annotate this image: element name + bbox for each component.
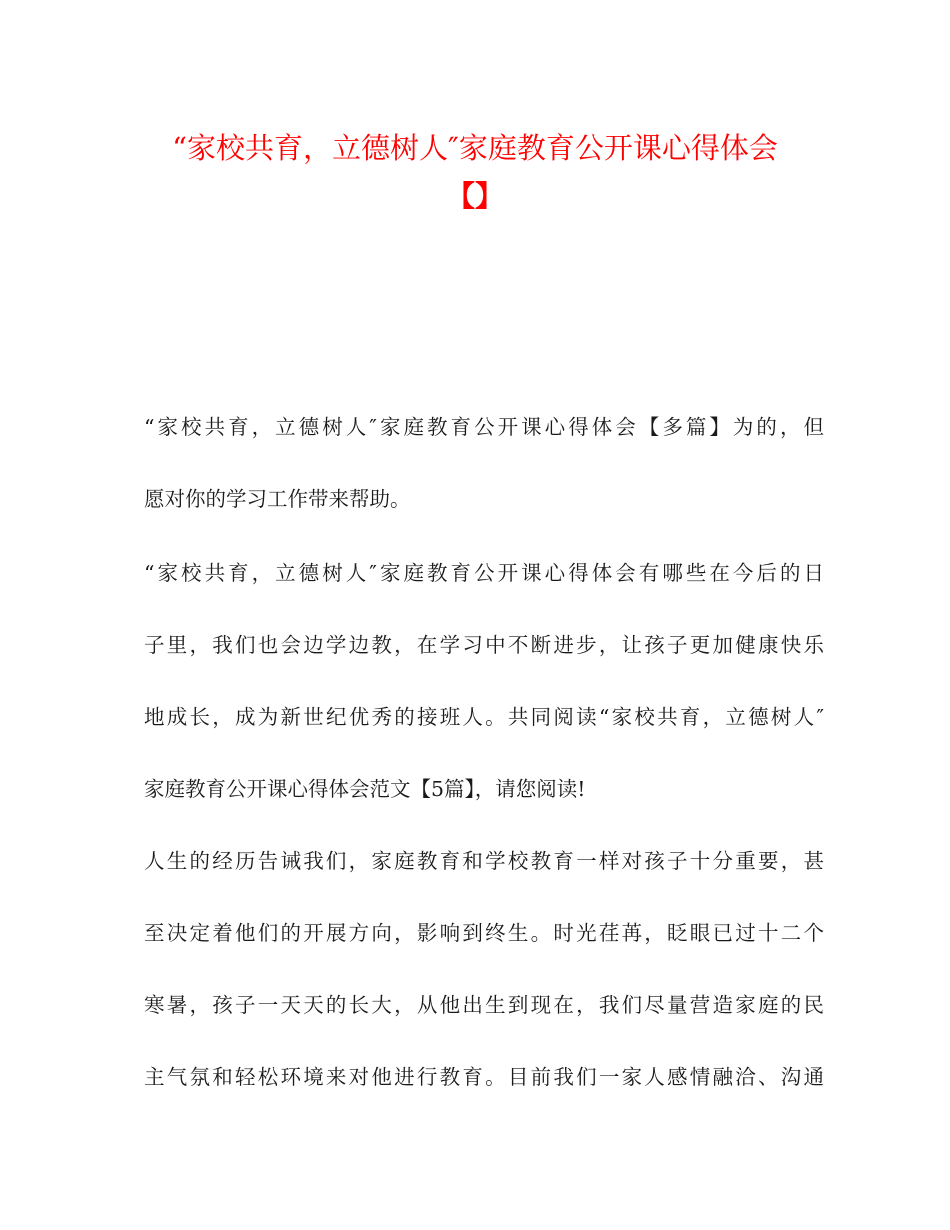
paragraph-3-line-4: 主气氛和轻松环境来对他进行教育。目前我们一家人感情融洽、沟通 [144,1065,824,1089]
document-title-brackets: 【】 [445,179,504,213]
paragraph-3-line-2: 至决定着他们的开展方向，影响到终生。时光荏苒，眨眼已过十二个 [144,921,824,945]
paragraph-2-line-3: 地成长，成为新世纪优秀的接班人。共同阅读“家校共育，立德树人″ [144,705,824,729]
paragraph-2-line-1: “家校共育，立德树人″家庭教育公开课心得体会有哪些在今后的日 [144,561,824,585]
paragraph-3-line-1: 人生的经历告诫我们，家庭教育和学校教育一样对孩子十分重要，甚 [144,849,824,873]
paragraph-1-line-2: 愿对你的学习工作带来帮助。 [144,487,411,511]
paragraph-2-line-4: 家庭教育公开课心得体会范文【5篇】，请您阅读! [144,777,586,801]
document-title: “家校共育，立德树人″家庭教育公开课心得体会 [172,131,778,165]
paragraph-1-line-1: “家校共育，立德树人″家庭教育公开课心得体会【多篇】为的，但 [144,415,824,439]
paragraph-2-line-2: 子里，我们也会边学边教，在学习中不断进步，让孩子更加健康快乐 [144,633,824,657]
paragraph-3-line-3: 寒暑，孩子一天天的长大，从他出生到现在，我们尽量营造家庭的民 [144,993,824,1017]
